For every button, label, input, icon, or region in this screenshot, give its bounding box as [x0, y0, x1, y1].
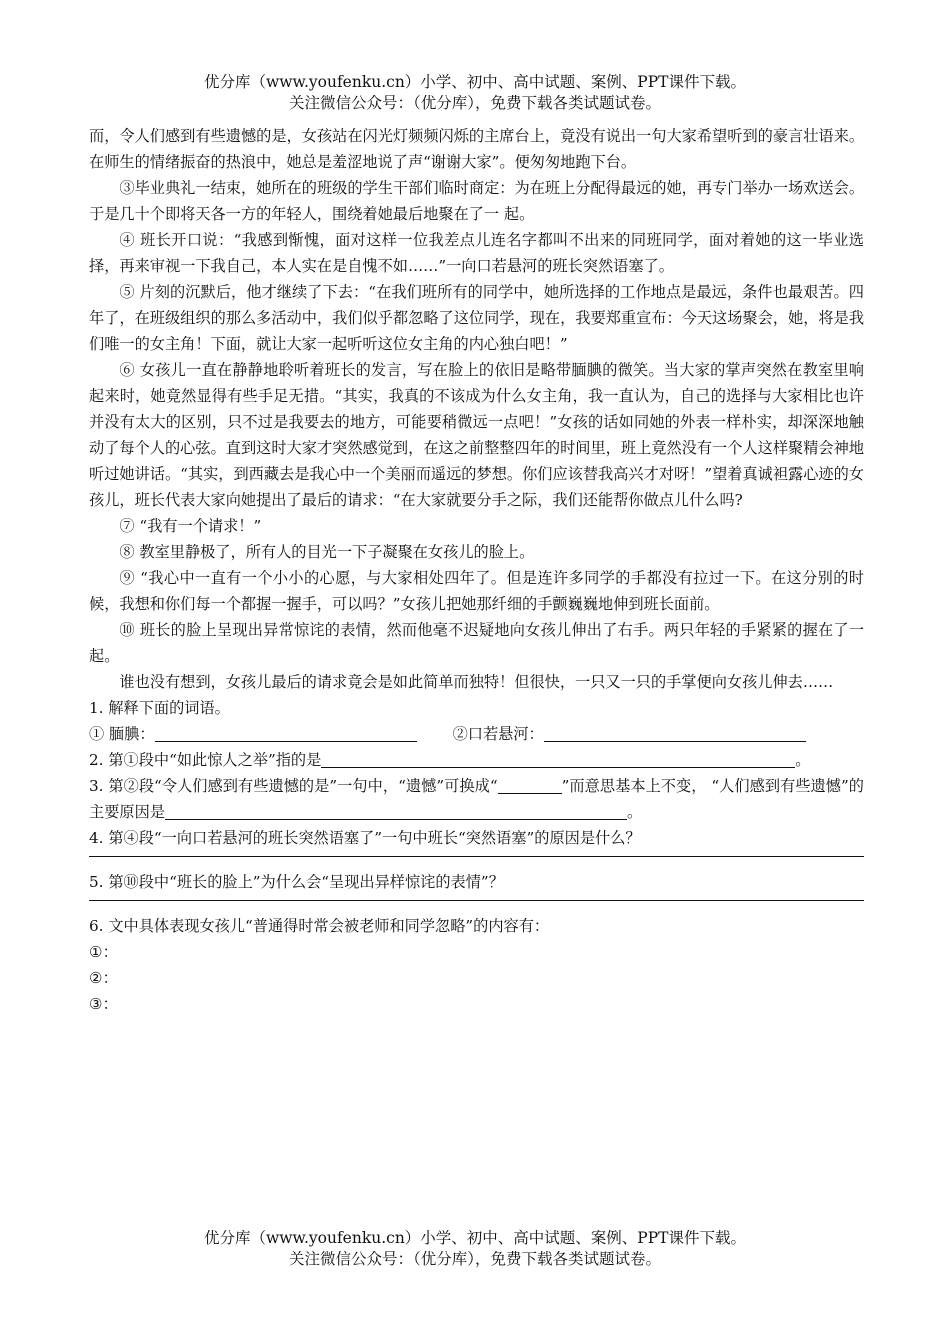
- paragraph-10: ⑩ 班长的脸上呈现出异常惊诧的表情，然而他毫不迟疑地向女孩儿伸出了右手。两只年轻的手紧紧的握在了一起。: [89, 621, 864, 665]
- paragraph-3: ③毕业典礼一结束，她所在的班级的学生干部们临时商定：为在班上分配得最远的她，再专门举办一场欢送会。于是几十个即将天各一方的年轻人，围绕着她最后地聚在了一 起。: [89, 179, 864, 223]
- questions-section: [89, 695, 864, 1017]
- passage-content: [89, 123, 864, 1017]
- question-1: 1. 解释下面的词语。: [89, 699, 230, 717]
- paragraph-9: ⑨ “我心中一直有一个小小的心愿，与大家相处四年了。但是连许多同学的手都没有拉过一下。在这分别的时候，我想和你们每一个都握一握手，可以吗？”女孩儿把她那纤细的手颤巍巍地伸到班长面前。: [89, 569, 864, 613]
- question-3-blank-2[interactable]: [165, 802, 627, 820]
- paragraph-continued: 而，令人们感到有些遗憾的是，女孩站在闪光灯频频闪烁的主席台上，竟没有说出一句大家希望听到的豪言壮语来。在师生的情绪振奋的热浪中，她总是羞涩地说了声“谢谢大家”。便匆匆地跑下台。: [89, 127, 864, 171]
- question-1a-label: ① 腼腆：: [89, 725, 155, 743]
- question-5-answer-line[interactable]: [89, 899, 864, 901]
- paragraph-8: ⑧ 教室里静极了，所有人的目光一下子凝聚在女孩儿的脸上。: [119, 543, 535, 561]
- paragraph-7: ⑦ “我有一个请求！”: [119, 517, 262, 535]
- question-3-blank-1[interactable]: [498, 776, 562, 794]
- question-2: [89, 747, 864, 773]
- question-6-item-1[interactable]: ①：: [89, 943, 118, 961]
- question-1-items: [89, 721, 864, 747]
- question-6: 6. 文中具体表现女孩儿“普通得时常会被老师和同学忽略”的内容有：: [89, 917, 550, 935]
- question-3-text-1: 3. 第②段“令人们感到有些遗憾的是”一句中，“遗憾”可换成“: [89, 777, 498, 795]
- question-4: 4. 第④段“一向口若悬河的班长突然语塞了”一句中班长“突然语塞”的原因是什么？: [89, 829, 641, 847]
- question-3-text-2: ”而意思基本上不变， “人们感到有些遗憾”的主要原因是: [89, 777, 864, 821]
- footer-line-2: 关注微信公众号：（优分库），免费下载各类试题试卷。: [288, 1250, 661, 1268]
- header-line-2: 关注微信公众号：（优分库），免费下载各类试题试卷。: [288, 94, 661, 112]
- question-1b-label: ②口若悬河：: [452, 725, 544, 743]
- header-line-1: 优分库（www.youfenku.cn）小学、初中、高中试题、案例、PPT课件下载。: [203, 73, 747, 91]
- question-4-answer-line[interactable]: [89, 855, 864, 857]
- question-3-end: 。: [626, 803, 643, 821]
- paragraph-5: ⑤ 片刻的沉默后，他才继续了下去：“在我们班所有的同学中，她所选择的工作地点是最远，条件也最艰苦。四年了，在班级组织的那么多活动中，我们似乎都忽略了这位同学，现在，我要郑重宣布：今天这场聚会，她，将是我们唯一的女主角！下面，就让大家一起听听这位女主角的内心独白吧！”: [89, 283, 864, 353]
- question-6-item-3[interactable]: ③：: [89, 995, 118, 1013]
- question-2-blank[interactable]: [321, 750, 795, 768]
- question-2-text: 2. 第①段中“如此惊人之举”指的是: [89, 751, 322, 769]
- question-1a-blank[interactable]: [155, 724, 417, 742]
- question-1b-blank[interactable]: [544, 724, 806, 742]
- question-5: 5. 第⑩段中“班长的脸上”为什么会“呈现出异样惊诧的表情”？: [89, 873, 504, 891]
- site-header: [0, 72, 950, 114]
- paragraph-11: 谁也没有想到，女孩儿最后的请求竟会是如此简单而独特！但很快，一只又一只的手掌便向女孩儿伸去……: [119, 673, 834, 691]
- footer-line-1: 优分库（www.youfenku.cn）小学、初中、高中试题、案例、PPT课件下载。: [203, 1229, 747, 1247]
- paragraph-4: ④ 班长开口说：“我感到惭愧，面对这样一位我差点儿连名字都叫不出来的同班同学，面对着她的这一毕业选择，再来审视一下我自己，本人实在是自愧不如……”一向口若悬河的班长突然语塞了。: [89, 231, 864, 275]
- question-2-end: 。: [795, 751, 811, 769]
- site-footer: [0, 1228, 950, 1270]
- paragraph-6: ⑥ 女孩儿一直在静静地聆听着班长的发言，写在脸上的依旧是略带腼腆的微笑。当大家的掌声突然在教室里响起来时，她竟然显得有些手足无措。“其实，我真的不该成为什么女主角，我一直认为，自己的选择与大家相比也许并没有太大的区别，只不过是我要去的地方，可能要稍微远一点吧！”女孩的话如同她的外表一样朴实，却深深地触动了每个人的心弦。直到这时大家才突然感觉到，在这之前整整四年的时间里，班上竟然没有一个人这样聚精会神地听过她讲话。“其实，到西藏去是我心中一个美丽而遥远的梦想。你们应该替我高兴才对呀！”望着真诚袒露心迹的女孩儿，班长代表大家向她提出了最后的请求：“在大家就要分手之际，我们还能帮你做点儿什么吗?: [89, 361, 864, 509]
- question-3: [89, 773, 864, 825]
- question-6-item-2[interactable]: ②：: [89, 969, 118, 987]
